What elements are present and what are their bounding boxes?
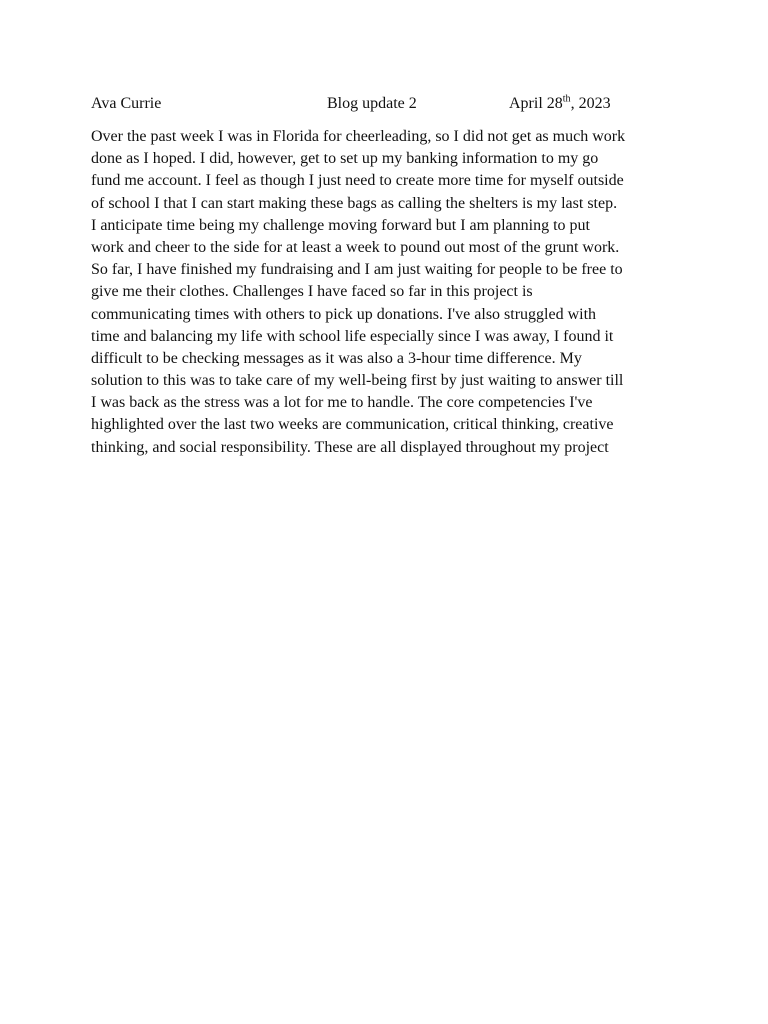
paragraph-line: difficult to be checking messages as it was also a 3-hour time difference. My	[91, 349, 582, 367]
date-year: , 2023	[570, 95, 611, 112]
author-name: Ava Currie	[91, 95, 162, 112]
document-title: Blog update 2	[327, 95, 417, 112]
document-date	[509, 93, 611, 115]
paragraph-line: done as I hoped. I did, however, get to set up my banking information to my go	[91, 150, 599, 168]
paragraph-line: So far, I have finished my fundraising and I am just waiting for people to be free to	[91, 261, 623, 279]
paragraph-line: solution to this was to take care of my well-being first by just waiting to answer till	[91, 372, 624, 390]
paragraph-line: communicating times with others to pick up donations. I've also struggled with	[91, 305, 597, 323]
paragraph-line: thinking, and social responsibility. These are all displayed throughout my project	[91, 438, 609, 456]
document-header	[91, 93, 691, 117]
paragraph-line: work and cheer to the side for at least a week to pound out most of the grunt work.	[91, 238, 620, 256]
date-ordinal-suffix: th	[562, 93, 571, 105]
paragraph-line: give me their clothes. Challenges I have faced so far in this project is	[91, 283, 533, 301]
paragraph-line: time and balancing my life with school life especially since I was away, I found it	[91, 327, 614, 345]
date-month-day: April 28	[509, 95, 563, 112]
paragraph-line: fund me account. I feel as though I just need to create more time for myself outside	[91, 172, 624, 190]
paragraph-line: I anticipate time being my challenge moving forward but I am planning to put	[91, 216, 590, 234]
body-paragraph	[91, 126, 691, 459]
paragraph-line: highlighted over the last two weeks are communication, critical thinking, creative	[91, 416, 614, 434]
paragraph-line: of school I that I can start making these bags as calling the shelters is my last step.	[91, 194, 618, 212]
paragraph-line: Over the past week I was in Florida for cheerleading, so I did not get as much work	[91, 128, 626, 145]
paragraph-line: I was back as the stress was a lot for me to handle. The core competencies I've	[91, 394, 593, 412]
